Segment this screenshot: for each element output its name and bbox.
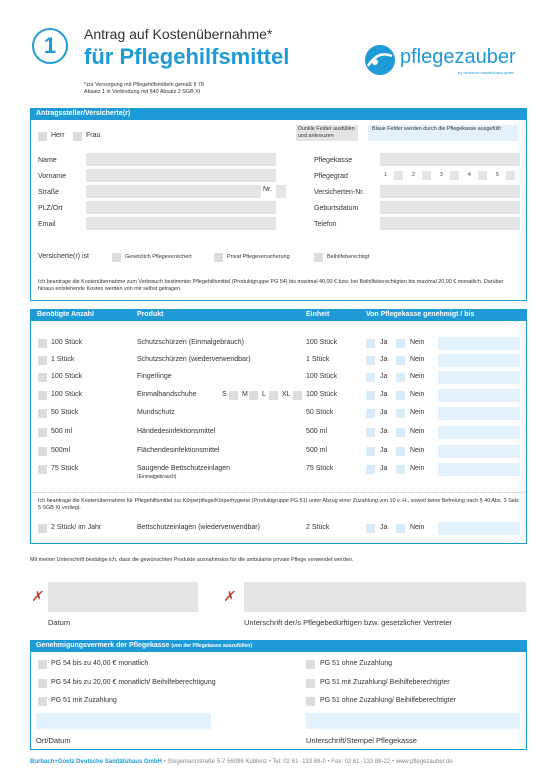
approval-title: Genehmigungsvermerk der Pflegekasse xyxy=(36,642,170,649)
size-m-checkbox[interactable] xyxy=(249,391,258,400)
signature-x-mark: ✗ xyxy=(222,588,238,604)
legend-light-fields: Blaue Felder werden durch die Pflegekasse ausgefüllt xyxy=(368,125,518,141)
product-row-qty: 100 Stück xyxy=(51,373,83,380)
telefon-field[interactable] xyxy=(380,217,520,230)
product-row-ja-checkbox[interactable] xyxy=(366,391,375,400)
product-row-nein-label: Nein xyxy=(410,465,425,472)
product-row-checkbox[interactable] xyxy=(38,409,47,418)
product-row-ja-label: Ja xyxy=(380,356,388,363)
product-row-nein-checkbox[interactable] xyxy=(396,465,405,474)
product-row-ja-checkbox[interactable] xyxy=(366,373,375,382)
product-row-nein-label: Nein xyxy=(410,356,425,363)
product-row-unit: 100 Stück xyxy=(306,373,338,380)
product-row-checkbox[interactable] xyxy=(38,356,47,365)
nr-label: Nr. xyxy=(263,186,272,193)
step-number-circle xyxy=(32,28,68,64)
product-row-checkbox[interactable] xyxy=(38,465,47,474)
date-label: Datum xyxy=(48,618,71,627)
extra-row-qty: 2 Stück/ im Jahr xyxy=(51,524,102,531)
product-row-nein-checkbox[interactable] xyxy=(396,409,405,418)
product-row-unit: 100 Stück xyxy=(306,391,338,398)
gesetzlich-checkbox[interactable] xyxy=(112,253,121,262)
grade-1-checkbox[interactable] xyxy=(394,171,403,180)
salutation-herr-label: Herr xyxy=(51,132,65,139)
approval-frame xyxy=(30,640,527,750)
vorname-label: Vorname xyxy=(38,173,67,180)
product-row-nein-checkbox[interactable] xyxy=(396,373,405,382)
product-row-ja-checkbox[interactable] xyxy=(366,339,375,348)
approval-right-0-label: PG 51 ohne Zuzahlung xyxy=(320,660,392,667)
salutation-frau-label: Frau xyxy=(86,132,101,139)
size-l-checkbox[interactable] xyxy=(269,391,278,400)
signature-label: Unterschrift der/s Pflegebedürftigen bzw. gesetzlicher Vertreter xyxy=(244,618,453,627)
approval-stamp-field[interactable] xyxy=(306,713,520,729)
extra-row-unit: 2 Stück xyxy=(306,524,330,531)
product-row-name: Saugende Bettschutzeinlagen xyxy=(137,465,231,472)
product-row-approved-field[interactable] xyxy=(438,426,520,439)
product-row-nein-label: Nein xyxy=(410,428,425,435)
products-divider xyxy=(32,492,525,493)
grade-5-label: 5 xyxy=(496,172,499,178)
product-row-unit: 500 ml xyxy=(306,428,328,435)
nr-field[interactable] xyxy=(276,185,286,198)
email-label: Email xyxy=(38,221,56,228)
grade-3-checkbox[interactable] xyxy=(450,171,459,180)
approval-left-1-label: PG 54 bis zu 20,00 € monatlich/ Beihilfeberechtigung xyxy=(51,679,216,686)
date-field[interactable] xyxy=(48,582,198,612)
product-row-note: (Einmalgebrauch) xyxy=(137,474,177,480)
pflegekasse-label: Pflegekasse xyxy=(314,157,353,164)
product-row-ja-label: Ja xyxy=(380,373,388,380)
approval-left-0-label: PG 54 bis zu 40,00 € monatlich xyxy=(51,660,149,667)
product-row-approved-field[interactable] xyxy=(438,445,520,458)
product-row-name: Einmalhandschuhe xyxy=(137,391,197,398)
plz-ort-label: PLZ/Ort xyxy=(38,205,63,212)
product-row-checkbox[interactable] xyxy=(38,339,47,348)
approval-right-2-label: PG 51 ohne Zuzahlung/ Beihilfeberechtigter xyxy=(320,697,456,704)
approval-header xyxy=(30,640,527,652)
product-row-nein-label: Nein xyxy=(410,339,425,346)
product-row-name: Schutzschürzen (Einmalgebrauch) xyxy=(137,339,244,346)
title-footnote-2: Absatz 1 in Verbindung mit §40 Absatz 2 SGB XI xyxy=(84,89,201,95)
name-label: Name xyxy=(38,157,57,164)
column-header-unit: Einheit xyxy=(306,311,330,318)
grade-1-label: 1 xyxy=(384,172,387,178)
extra-row-nein-label: Nein xyxy=(410,524,425,531)
pg51-statement: Ich beantrage die Kostenübernahme für Pflegehilfsmittel zur Körperpflege/Körperhygiene (Produktgruppe PG 51) unter Abzug einer Zuzahlung von 10 v. H., soweit keine Befreiung nach § 40 Abs. 3 Satz 5 SGB XI vorliegt. xyxy=(38,498,519,511)
product-row-ja-checkbox[interactable] xyxy=(366,447,375,456)
product-row-approved-field[interactable] xyxy=(438,407,520,420)
product-row-name: Mundschutz xyxy=(137,409,175,416)
pflegegrad-label: Pflegegrad xyxy=(314,173,348,180)
approval-place-field[interactable] xyxy=(36,713,211,729)
footer-fax: Fax: 02 61 -133 88-22 xyxy=(331,759,391,765)
grade-3-label: 3 xyxy=(440,172,443,178)
grade-2-checkbox[interactable] xyxy=(422,171,431,180)
product-row-qty: 100 Stück xyxy=(51,339,83,346)
approval-left-0-checkbox[interactable] xyxy=(38,660,47,669)
date-x-mark: ✗ xyxy=(30,588,46,604)
versicherten-nr-label: Versicherten-Nr. xyxy=(314,189,365,196)
gesetzlich-label: Gesetzlich Pflegeversichert xyxy=(125,254,192,260)
product-row-ja-checkbox[interactable] xyxy=(366,465,375,474)
product-row-approved-field[interactable] xyxy=(438,337,520,350)
extra-row-product: Bettschutzeinlagen (wiederverwendbar) xyxy=(137,524,260,531)
logo-subtext: by deutsche sanitätshaus gmbh xyxy=(458,70,515,75)
product-row-nein-checkbox[interactable] xyxy=(396,339,405,348)
footer: Burbach+Goetz Deutsche Sanitätshaus GmbH • Stegemannstraße 5-7 56086 Koblenz • Tel: 02 61 -133 88-0 • Fax: 02 61 -133 88-22 • www.pflegezauber.de xyxy=(30,759,453,765)
product-row-approved-field[interactable] xyxy=(438,354,520,367)
logo-icon xyxy=(360,42,400,78)
pflegegrad-options xyxy=(380,169,520,182)
column-header-approved: Von Pflegekasse genehmigt / bis xyxy=(366,311,475,318)
page-title: für Pflegehilfsmittel xyxy=(84,44,290,69)
size-s-checkbox[interactable] xyxy=(229,391,238,400)
approval-left-1-checkbox[interactable] xyxy=(38,679,47,688)
size-s-label: S xyxy=(222,391,227,398)
product-row-ja-checkbox[interactable] xyxy=(366,409,375,418)
product-row-nein-label: Nein xyxy=(410,447,425,454)
approval-stamp-label: Unterschrift/Stempel Pflegekasse xyxy=(306,736,417,745)
product-row-checkbox[interactable] xyxy=(38,428,47,437)
beihilfe-checkbox[interactable] xyxy=(314,253,323,262)
footer-company: Burbach+Goetz Deutsche Sanitätshaus GmbH xyxy=(30,759,162,765)
product-row-nein-checkbox[interactable] xyxy=(396,391,405,400)
product-row-name: Fingerlinge xyxy=(137,373,172,380)
product-row-qty: 75 Stück xyxy=(51,465,79,472)
title-footnote-1: *zur Versorgung mit Pflegehilfsmitteln gemäß § 78 xyxy=(84,82,204,88)
column-header-qty: Benötigte Anzahl xyxy=(37,311,94,318)
privat-label: Privat Pflegeversicherung xyxy=(227,254,290,260)
product-row-ja-label: Ja xyxy=(380,339,388,346)
pg54-statement: Ich beantrage die Kostenübernahme zum Verbrauch bestimmter Pflegehilfsmittel (Produktgruppe PG 54) bis maximal 40,00 € bzw. bei Beihilfeberechtigten bis maximal 20,00 € monatlich. Darüber hinaus entstehende Kosten werden von mir selbst getragen. xyxy=(38,279,504,292)
product-row-checkbox[interactable] xyxy=(38,447,47,456)
footer-phone: Tel: 02 61 -133 88-0 xyxy=(272,759,326,765)
product-row-approved-field[interactable] xyxy=(438,389,520,402)
grade-5-checkbox[interactable] xyxy=(506,171,515,180)
product-row-approved-field[interactable] xyxy=(438,463,520,476)
product-row-ja-label: Ja xyxy=(380,465,388,472)
title-line1: Antrag auf Kostenübernahme* xyxy=(84,26,273,42)
email-field[interactable] xyxy=(86,217,276,230)
pflegekasse-field[interactable] xyxy=(380,153,520,166)
product-row-checkbox[interactable] xyxy=(38,391,47,400)
extra-row-checkbox[interactable] xyxy=(38,524,47,533)
product-row-qty: 50 Stück xyxy=(51,409,79,416)
product-row-approved-field[interactable] xyxy=(438,371,520,384)
footer-address: Stegemannstraße 5-7 56086 Koblenz xyxy=(167,759,268,765)
signature-field[interactable] xyxy=(244,582,526,612)
extra-row-approved-field[interactable] xyxy=(438,522,520,535)
product-row-nein-label: Nein xyxy=(410,373,425,380)
signature-confirm-text: Mit meiner Unterschrift bestätige ich, dass die gewünschten Produkte ausnahmslos für die ambulante private Pflege verwendet werden. xyxy=(30,557,354,563)
product-row-name: Händedesinfektionsmittel xyxy=(137,428,216,435)
approval-title-note: (von der Pflegekasse auszufüllen) xyxy=(171,643,252,649)
approval-right-2-checkbox[interactable] xyxy=(306,697,315,706)
extra-row-ja-checkbox[interactable] xyxy=(366,524,375,533)
product-row-nein-checkbox[interactable] xyxy=(396,356,405,365)
logo-text: pflegezauber xyxy=(400,46,516,68)
insured-label: Versicherte(r) ist xyxy=(38,253,89,260)
product-row-ja-checkbox[interactable] xyxy=(366,428,375,437)
strasse-field[interactable] xyxy=(86,185,261,198)
approval-left-2-checkbox[interactable] xyxy=(38,697,47,706)
product-row-unit: 1 Stück xyxy=(306,356,330,363)
privat-checkbox[interactable] xyxy=(214,253,223,262)
applicant-section-header: Antragssteller/Versicherte(r) xyxy=(30,108,527,120)
product-row-qty: 100 Stück xyxy=(51,391,83,398)
approval-place-label: Ort/Datum xyxy=(36,736,71,745)
footer-web[interactable]: www.pflegezauber.de xyxy=(395,759,453,765)
extra-row-ja-label: Ja xyxy=(380,524,388,531)
product-row-unit: 50 Stück xyxy=(306,409,334,416)
size-xl-label: XL xyxy=(282,391,291,398)
product-row-ja-checkbox[interactable] xyxy=(366,356,375,365)
product-row-ja-label: Ja xyxy=(380,391,388,398)
approval-right-1-label: PG 51 mit Zuzahlung/ Beihilfeberechtigter xyxy=(320,679,450,686)
product-row-name: Schutzschürzen (wiederverwendbar) xyxy=(137,356,251,363)
approval-left-2-label: PG 51 mit Zuzahlung xyxy=(51,697,117,704)
size-m-label: M xyxy=(242,391,248,398)
size-l-label: L xyxy=(262,391,266,398)
strasse-label: Straße xyxy=(38,189,60,196)
product-row-qty: 500 ml xyxy=(51,428,73,435)
plz-ort-field[interactable] xyxy=(86,201,276,214)
vorname-field[interactable] xyxy=(86,169,276,182)
versicherten-nr-field[interactable] xyxy=(380,185,520,198)
salutation-frau-checkbox[interactable] xyxy=(73,132,82,141)
name-field[interactable] xyxy=(86,153,276,166)
geburtsdatum-label: Geburtsdatum xyxy=(314,205,359,212)
product-row-ja-label: Ja xyxy=(380,428,388,435)
product-row-unit: 500 ml xyxy=(306,447,328,454)
product-row-ja-label: Ja xyxy=(380,447,388,454)
product-row-nein-checkbox[interactable] xyxy=(396,447,405,456)
extra-row-nein-checkbox[interactable] xyxy=(396,524,405,533)
product-row-ja-label: Ja xyxy=(380,409,388,416)
approval-right-1-checkbox[interactable] xyxy=(306,679,315,688)
product-row-unit: 100 Stück xyxy=(306,339,338,346)
telefon-label: Telefon xyxy=(314,221,337,228)
product-row-nein-label: Nein xyxy=(410,391,425,398)
product-row-qty: 500ml xyxy=(51,447,71,454)
grade-2-label: 2 xyxy=(412,172,415,178)
grade-4-label: 4 xyxy=(468,172,471,178)
product-row-unit: 75 Stück xyxy=(306,465,334,472)
product-row-nein-label: Nein xyxy=(410,409,425,416)
product-row-qty: 1 Stück xyxy=(51,356,75,363)
beihilfe-label: Beihilfeberechtigt xyxy=(327,254,370,260)
size-xl-checkbox[interactable] xyxy=(293,391,302,400)
approval-right-0-checkbox[interactable] xyxy=(306,660,315,669)
grade-4-checkbox[interactable] xyxy=(478,171,487,180)
logo xyxy=(360,40,530,80)
product-row-checkbox[interactable] xyxy=(38,373,47,382)
column-header-product: Produkt xyxy=(137,311,164,318)
product-row-name: Flächendesinfektionsmittel xyxy=(137,447,220,454)
product-row-nein-checkbox[interactable] xyxy=(396,428,405,437)
legend-dark-fields: Dunkle Felder ausfüllen und ankreuzen xyxy=(296,125,358,141)
salutation-herr-checkbox[interactable] xyxy=(38,132,47,141)
step-number: 1 xyxy=(43,33,57,58)
geburtsdatum-field[interactable] xyxy=(380,201,520,214)
